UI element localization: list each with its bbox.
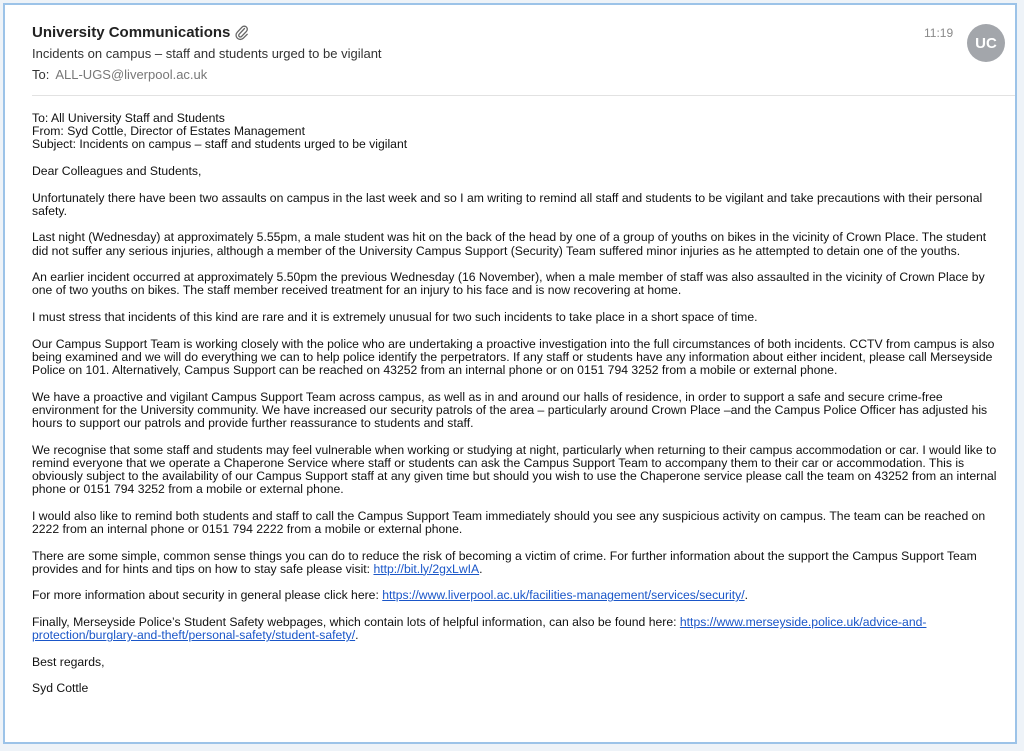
greeting: Dear Colleagues and Students, (32, 164, 202, 178)
paperclip-icon[interactable] (235, 24, 249, 42)
memo-header (32, 112, 1000, 152)
recipient-address[interactable]: ALL-UGS@liverpool.ac.uk (55, 67, 208, 82)
recipient-line (32, 67, 207, 82)
memo-to: To: All University Staff and Students (32, 111, 225, 125)
email-window (3, 3, 1017, 744)
paragraph: I would also like to remind both students and staff to call the Campus Support Team immediately should you see any suspicious activity on campus. The team can be reached on 2222 from an internal phone or 0151 794 2222 from a mobile or external phone. (32, 508, 986, 536)
paragraph: Our Campus Support Team is working closely with the police who are undertaking a proactive investigation into the full circumstances of both incidents. CCTV from campus is also being examined and we will do everything we can to help police identify the perpetrators. If any staff or students have any information about either incident, please call Merseyside Police on 101. Alternatively, Campus Support can be reached on 43252 from an internal phone or on 0151 794 3252 from a mobile or external phone. (32, 336, 995, 377)
memo-from: From: Syd Cottle, Director of Estates Management (32, 124, 305, 139)
received-time: 11:19 (924, 26, 954, 40)
period: . (355, 628, 359, 643)
email-subject: Incidents on campus – staff and students urged to be vigilant (32, 46, 382, 61)
paragraph-with-link (32, 616, 1000, 642)
paragraph-with-link (32, 550, 1000, 576)
email-header (5, 5, 1015, 97)
header-divider (32, 95, 1015, 96)
paragraph: Unfortunately there have been two assaults on campus in the last week and so I am writing to remind all staff and students to be vigilant and take precautions with their personal safety. (32, 190, 983, 218)
email-body (32, 112, 1000, 709)
paragraph-text: Finally, Merseyside Police’s Student Safety webpages, which contain lots of helpful information, can also be found here: (32, 614, 680, 629)
signature: Syd Cottle (32, 681, 89, 696)
police-safety-link[interactable]: https://www.merseyside.police.uk/advice-and-protection/burglary-and-theft/personal-safety/student-safety/ (32, 614, 927, 643)
memo-subject: Subject: Incidents on campus – staff and students urged to be vigilant (32, 137, 408, 152)
sign-off: Best regards, (32, 654, 105, 669)
avatar[interactable]: UC (967, 24, 1005, 62)
paragraph-with-link (32, 589, 1000, 602)
paragraph: I must stress that incidents of this kind are rare and it is extremely unusual for two such incidents to take place in a short space of time. (32, 309, 758, 324)
sender-name: University Communications (32, 24, 231, 41)
period: . (744, 588, 748, 603)
paragraph: We recognise that some staff and students may feel vulnerable when working or studying at night, particularly when returning to their campus accommodation or car. I would like to remind everyone that we operate a Chaperone Service where staff or students can ask the Campus Support Team to accompany them to their car or accommodation. This is obviously subject to the availability of our Campus Support staff at any given time but should you wish to use the Chaperone service please call the team on 43252 from an internal phone or 0151 794 3252 from a mobile or external phone. (32, 442, 997, 497)
to-label: To: (32, 67, 50, 82)
paragraph: We have a proactive and vigilant Campus Support Team across campus, as well as in and around our halls of residence, in order to support a safe and secure crime-free environment for the University community. We have increased our security patrols of the area – particularly around Crown Place –and the Campus Police Officer has adjusted his hours to support our patrols and provide further reassurance to students and staff. (32, 389, 988, 430)
security-link[interactable]: https://www.liverpool.ac.uk/facilities-management/services/security/ (382, 588, 745, 603)
campus-support-link[interactable]: http://bit.ly/2gxLwIA (373, 561, 480, 576)
paragraph: Last night (Wednesday) at approximately 5.55pm, a male student was hit on the back of the head by one of a group of youths on bikes in the vicinity of Crown Place. The student did not suffer any serious injuries, although a member of the University Campus Support (Security) Team suffered minor injuries as he attempted to detain one of the youths. (32, 230, 987, 258)
paragraph-text: There are some simple, common sense things you can do to reduce the risk of becoming a victim of crime. For further information about the support the Campus Support Team provides and for hints and tips on how to stay safe please visit: (32, 548, 977, 576)
paragraph-text: For more information about security in general please click here: (32, 588, 383, 603)
paragraph: An earlier incident occurred at approximately 5.50pm the previous Wednesday (16 November), when a male member of staff was also assaulted in the vicinity of Crown Place by one of two youths on bikes. The staff member received treatment for an injury to his face and is now recovering at home. (32, 270, 985, 298)
period: . (479, 561, 483, 576)
